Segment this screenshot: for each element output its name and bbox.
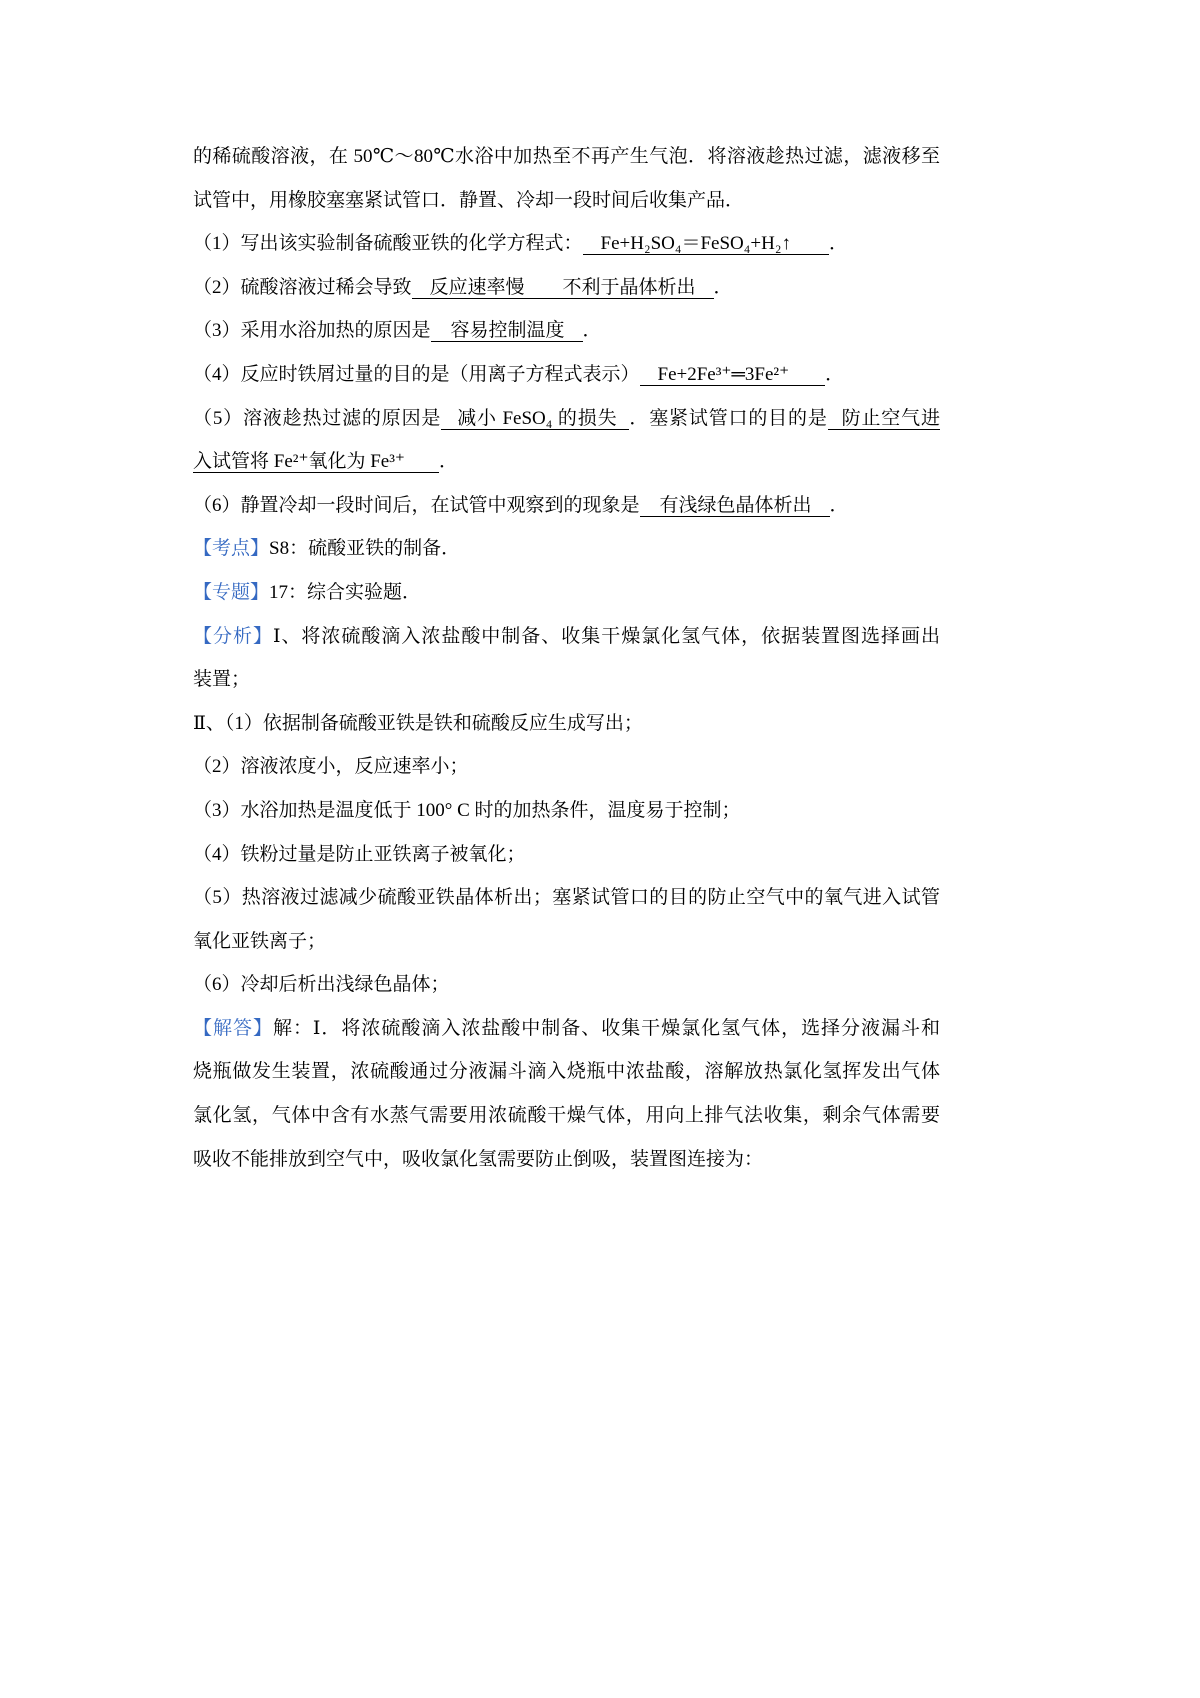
fenxi-line bbox=[193, 615, 940, 659]
question-5-middle-text: ．塞紧试管口的目的是 bbox=[629, 407, 828, 429]
question-2-answer-a: 反应速率慢 bbox=[429, 276, 525, 298]
kaodian-line bbox=[193, 527, 940, 571]
zhuanti-text: 17：综合实验题． bbox=[269, 581, 422, 603]
question-2-text: （2）硫酸溶液过稀会导致 bbox=[193, 276, 412, 298]
jieda-tag: 【解答】 bbox=[193, 1017, 273, 1039]
question-2 bbox=[193, 266, 940, 310]
jieda-line: 氯化氢，气体中含有水蒸气需要用浓硫酸干燥气体，用向上排气法收集，剩余气体需要 bbox=[193, 1105, 940, 1127]
fenxi-line: （2）溶液浓度小，反应速率小； bbox=[193, 756, 469, 778]
intro-line-1: 的稀硫酸溶液，在 50℃～80℃水浴中加热至不再产生气泡．将溶液趁热过滤，滤液移至 bbox=[193, 146, 940, 167]
question-3-answer: 容易控制温度 bbox=[431, 320, 583, 342]
question-1 bbox=[193, 222, 940, 266]
intro-line-2: 试管中，用橡胶塞塞紧试管口．静置、冷却一段时间后收集产品． bbox=[193, 189, 745, 211]
fenxi-line: （4）铁粉过量是防止亚铁离子被氧化； bbox=[193, 843, 526, 865]
question-1-end: ． bbox=[828, 233, 848, 255]
fenxi-tag: 【分析】 bbox=[193, 625, 273, 647]
zhuanti-line bbox=[193, 571, 940, 615]
question-6-end: ． bbox=[829, 494, 849, 516]
question-6-text: （6）静置冷却一段时间后，在试管中观察到的现象是 bbox=[193, 494, 640, 516]
question-2-answer bbox=[412, 277, 714, 299]
question-5-answer-b-start: 防止空气进 bbox=[828, 408, 940, 430]
fenxi-line: （6）冷却后析出浅绿色晶体； bbox=[193, 974, 450, 996]
fenxi-text: Ⅰ、将浓硫酸滴入浓盐酸中制备、收集干燥氯化氢气体，依据装置图选择画出 bbox=[272, 625, 940, 647]
kaodian-tag: 【考点】 bbox=[193, 538, 270, 560]
question-5 bbox=[193, 397, 940, 441]
jieda-line bbox=[193, 1007, 940, 1051]
jieda-line: 烧瓶做发生装置，浓硫酸通过分液漏斗滴入烧瓶中浓盐酸，溶解放热氯化氢挥发出气体 bbox=[193, 1061, 940, 1083]
fenxi-line: （5）热溶液过滤减少硫酸亚铁晶体析出；塞紧试管口的目的防止空气中的氧气进入试管 bbox=[193, 887, 940, 909]
question-6-answer: 有浅绿色晶体析出 bbox=[640, 495, 830, 517]
question-3-end: ． bbox=[582, 320, 602, 342]
question-4-text: （4）反应时铁屑过量的目的是（用离子方程式表示） bbox=[193, 363, 640, 385]
question-5-answer-a: 减小 FeSO₄ 的损失 bbox=[441, 408, 629, 430]
question-5-continued bbox=[193, 440, 940, 484]
fenxi-line: Ⅱ、（1）依据制备硫酸亚铁是铁和硫酸反应生成写出； bbox=[193, 712, 643, 734]
question-1-text: （1）写出该实验制备硫酸亚铁的化学方程式： bbox=[193, 233, 583, 255]
zhuanti-tag: 【专题】 bbox=[193, 581, 270, 603]
question-2-answer-b: 不利于晶体析出 bbox=[562, 276, 696, 298]
fenxi-line: 装置； bbox=[193, 669, 251, 691]
question-4-answer: Fe+2Fe³⁺═3Fe²⁺ bbox=[640, 364, 826, 386]
document-page bbox=[193, 135, 940, 1181]
fenxi-line: （3）水浴加热是温度低于 100° C 时的加热条件，温度易于控制； bbox=[193, 799, 741, 821]
question-2-end: ． bbox=[713, 276, 733, 298]
question-6 bbox=[193, 484, 940, 528]
question-5-text: （5）溶液趁热过滤的原因是 bbox=[193, 407, 442, 429]
question-1-answer: Fe+H₂SO₄＝FeSO₄+H₂↑ bbox=[583, 233, 829, 255]
kaodian-text: S8：硫酸亚铁的制备． bbox=[269, 538, 461, 560]
question-4 bbox=[193, 353, 940, 397]
jieda-text: 解：Ⅰ．将浓硫酸滴入浓盐酸中制备、收集干燥氯化氢气体，选择分液漏斗和 bbox=[272, 1017, 940, 1039]
jieda-line: 吸收不能排放到空气中，吸收氯化氢需要防止倒吸，装置图连接为： bbox=[193, 1148, 764, 1170]
question-5-answer-b-end: 入试管将 Fe²⁺氧化为 Fe³⁺ bbox=[193, 451, 439, 473]
fenxi-line: 氧化亚铁离子； bbox=[193, 930, 327, 952]
question-4-end: ． bbox=[825, 363, 845, 385]
question-5-end: ． bbox=[438, 451, 458, 473]
question-3 bbox=[193, 309, 940, 353]
question-3-text: （3）采用水浴加热的原因是 bbox=[193, 320, 431, 342]
